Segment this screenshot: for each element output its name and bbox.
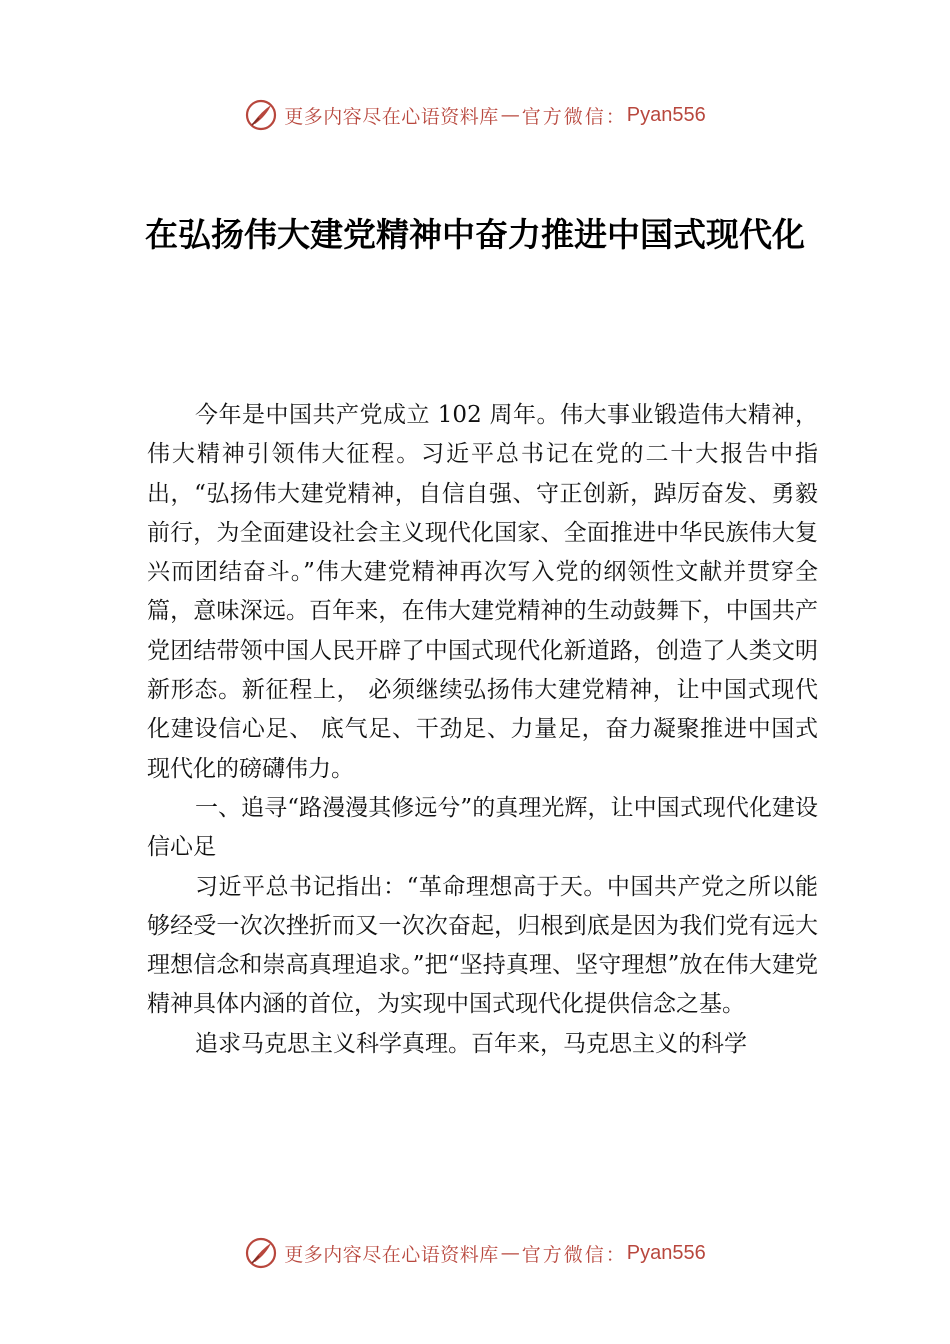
document-title: 在弘扬伟大建党精神中奋力推进中国式现代化 [145,215,805,254]
paragraph-quote: 习近平总书记指出：“革命理想高于天。中国共产党之所以能够经受一次次挫折而又一次次奋起，归根到底是因为我们党有远大理想信念和崇高真理追求。”把“坚持真理、坚守理想”放在伟大建党精神具体内涵的首位，为实现中国式现代化提供信念之基。 [147,873,818,1018]
watermark-contact-label: 官方微信： [521,1243,627,1266]
watermark-separator: — [500,104,520,126]
watermark-separator: — [500,1242,520,1264]
watermark-contact-id: Pyan556 [626,1241,706,1264]
quill-pen-logo-icon [244,98,278,132]
section-heading-1: 一、追寻“路漫漫其修远兮”的真理光辉，让中国式现代化建设信心足 [147,794,818,861]
header-watermark [0,93,950,137]
paragraph-intro: 今年是中国共产党成立 102 周年。伟大事业锻造伟大精神，伟大精神引领伟大征程。习近平总书记在党的二十大报告中指出，“弘扬伟大建党精神，自信自强、守正创新，踔厉奋发、勇毅前行，为全面建设社会主义现代化国家、全面推进中华民族伟大复兴而团结奋斗。”伟大建党精神再次写入党的纲领性文献并贯穿全篇，意味深远。百年来，在伟大建党精神的生动鼓舞下，中国共产党团结带领中国人民开辟了中国式现代化新道路，创造了人类文明新形态。新征程上， 必须继续弘扬伟大建党精神，让中国式现代化建设信心足、 底气足、干劲足、力量足，奋力凝聚推进中国式现代化的磅礴伟力。 [147,402,818,782]
document-body [147,396,818,1064]
watermark-contact-label: 官方微信： [521,105,627,128]
watermark-site-text: 更多内容尽在心语资料库 [284,1243,499,1266]
paragraph-truth: 追求马克思主义科学真理。百年来，马克思主义的科学 [195,1030,747,1057]
quill-pen-logo-icon [244,1236,278,1270]
watermark-site-text: 更多内容尽在心语资料库 [284,105,499,128]
footer-watermark [0,1231,950,1275]
watermark-contact-id: Pyan556 [626,103,706,126]
